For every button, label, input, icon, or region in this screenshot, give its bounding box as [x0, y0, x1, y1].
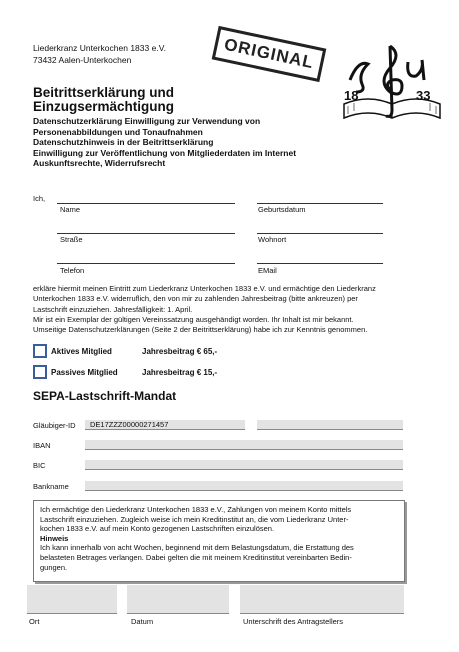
subtitle-line: Personenabbildungen und Tonaufnahmen	[33, 126, 203, 137]
passive-member-label: Passives Mitglied	[51, 368, 118, 377]
declaration-text	[33, 284, 438, 335]
hint-line: Ich kann innerhalb von acht Wochen, beginnend mit dem Belastungsdatum, die Erstattung des	[40, 543, 354, 553]
subtitle-line: Einwilligung zur Veröffentlichung von Mitgliederdaten im Internet	[33, 147, 297, 158]
hint-line: gungen.	[40, 562, 68, 572]
title-line-2: Einzugsermächtigung	[33, 99, 175, 114]
creditor-id-label: Gläubiger-ID	[33, 421, 76, 430]
date-input[interactable]	[127, 585, 229, 614]
logo-year-right: 33	[416, 88, 431, 103]
place-label: Ort	[29, 617, 40, 626]
bic-label: BIC	[33, 461, 46, 470]
organization-address	[33, 42, 166, 66]
passive-member-checkbox[interactable]	[33, 365, 47, 379]
subtitle-list	[33, 116, 296, 169]
active-member-fee: Jahresbeitrag € 65,-	[142, 347, 218, 356]
name-label: Name	[60, 205, 81, 214]
date-label: Datum	[131, 617, 154, 626]
birthdate-input[interactable]	[257, 203, 383, 204]
mandate-text-box	[33, 500, 405, 582]
org-city: 73432 Aalen-Unterkochen	[33, 55, 132, 65]
declaration-line: Lastschrift einzuziehen. Jahresfälligkeit: 1. April.	[33, 304, 193, 314]
city-input[interactable]	[257, 233, 383, 234]
creditor-id-field	[85, 420, 245, 430]
phone-input[interactable]	[57, 263, 235, 264]
email-label: EMail	[258, 266, 277, 275]
bank-name-label: Bankname	[33, 482, 69, 491]
title-line-1: Beitrittserklärung und	[33, 85, 175, 100]
active-member-label: Aktives Mitglied	[51, 347, 112, 356]
bic-input[interactable]	[85, 460, 403, 470]
declaration-line: Umseitige Datenschutzerklärungen (Seite 2 der Beitrittserklärung) habe ich zur Kenntnis genommen.	[33, 325, 368, 335]
mandate-line: kochen 1833 e.V. auf mein Konto gezogenen Lastschriften einzulösen.	[40, 524, 275, 534]
org-name: Liederkranz Unterkochen 1833 e.V.	[33, 43, 166, 53]
subtitle-line: Datenschutzerklärung Einwilligung zur Verwendung von	[33, 116, 261, 126]
bank-name-input[interactable]	[85, 481, 403, 491]
email-input[interactable]	[257, 263, 383, 264]
declaration-line: Unterkochen 1833 e.V. widerruflich, den von mir zu zahlenden Jahresbeitrag (bitte ankreuzen) per	[33, 294, 358, 304]
logo-year-left: 18	[344, 88, 359, 103]
original-stamp	[212, 26, 327, 82]
street-label: Straße	[60, 235, 83, 244]
name-input[interactable]	[57, 203, 235, 204]
iban-label: IBAN	[33, 441, 51, 450]
sepa-heading: SEPA-Lastschrift-Mandat	[33, 389, 177, 403]
declaration-line: Mir ist ein Exemplar der gültigen Vereinssatzung ausgehändigt worden. Ihr Inhalt ist mir bekannt.	[33, 314, 354, 324]
creditor-extra-field[interactable]	[257, 420, 403, 430]
city-label: Wohnort	[258, 235, 287, 244]
subtitle-line: Auskunftsrechte, Widerrufsrecht	[33, 158, 166, 168]
ich-label: Ich,	[33, 194, 46, 203]
signature-label: Unterschrift des Antragstellers	[243, 617, 344, 626]
signature-input[interactable]	[240, 585, 404, 614]
page-title	[33, 86, 333, 114]
hint-line: belasteten Betrages verlangen. Dabei gelten die mit meinem Kreditinstitut vereinbarten Bedin-	[40, 552, 352, 562]
mandate-line: Lastschrift einzuziehen. Zugleich weise ich mein Kreditinstitut an, die vom Liederkranz Unter-	[40, 514, 349, 524]
creditor-id-value: DE17ZZZ00000271457	[90, 420, 169, 429]
street-input[interactable]	[57, 233, 235, 234]
declaration-line: erkläre hiermit meinen Eintritt zum Liederkranz Unterkochen 1833 e.V. und ermächtige den Liederkranz	[33, 284, 376, 293]
mandate-line: Ich ermächtige den Liederkranz Unterkochen 1833 e.V., Zahlungen von meinem Konto mittels	[40, 505, 352, 514]
stamp-text: ORIGINAL	[222, 34, 316, 73]
phone-label: Telefon	[60, 266, 85, 275]
place-input[interactable]	[27, 585, 117, 614]
subtitle-line: Datenschutzhinweis in der Beitrittserklärung	[33, 137, 214, 147]
iban-input[interactable]	[85, 440, 403, 450]
club-logo	[340, 40, 444, 122]
birthdate-label: Geburtsdatum	[258, 205, 306, 214]
hint-title: Hinweis	[40, 533, 69, 543]
passive-member-fee: Jahresbeitrag € 15,-	[142, 368, 218, 377]
active-member-checkbox[interactable]	[33, 344, 47, 358]
